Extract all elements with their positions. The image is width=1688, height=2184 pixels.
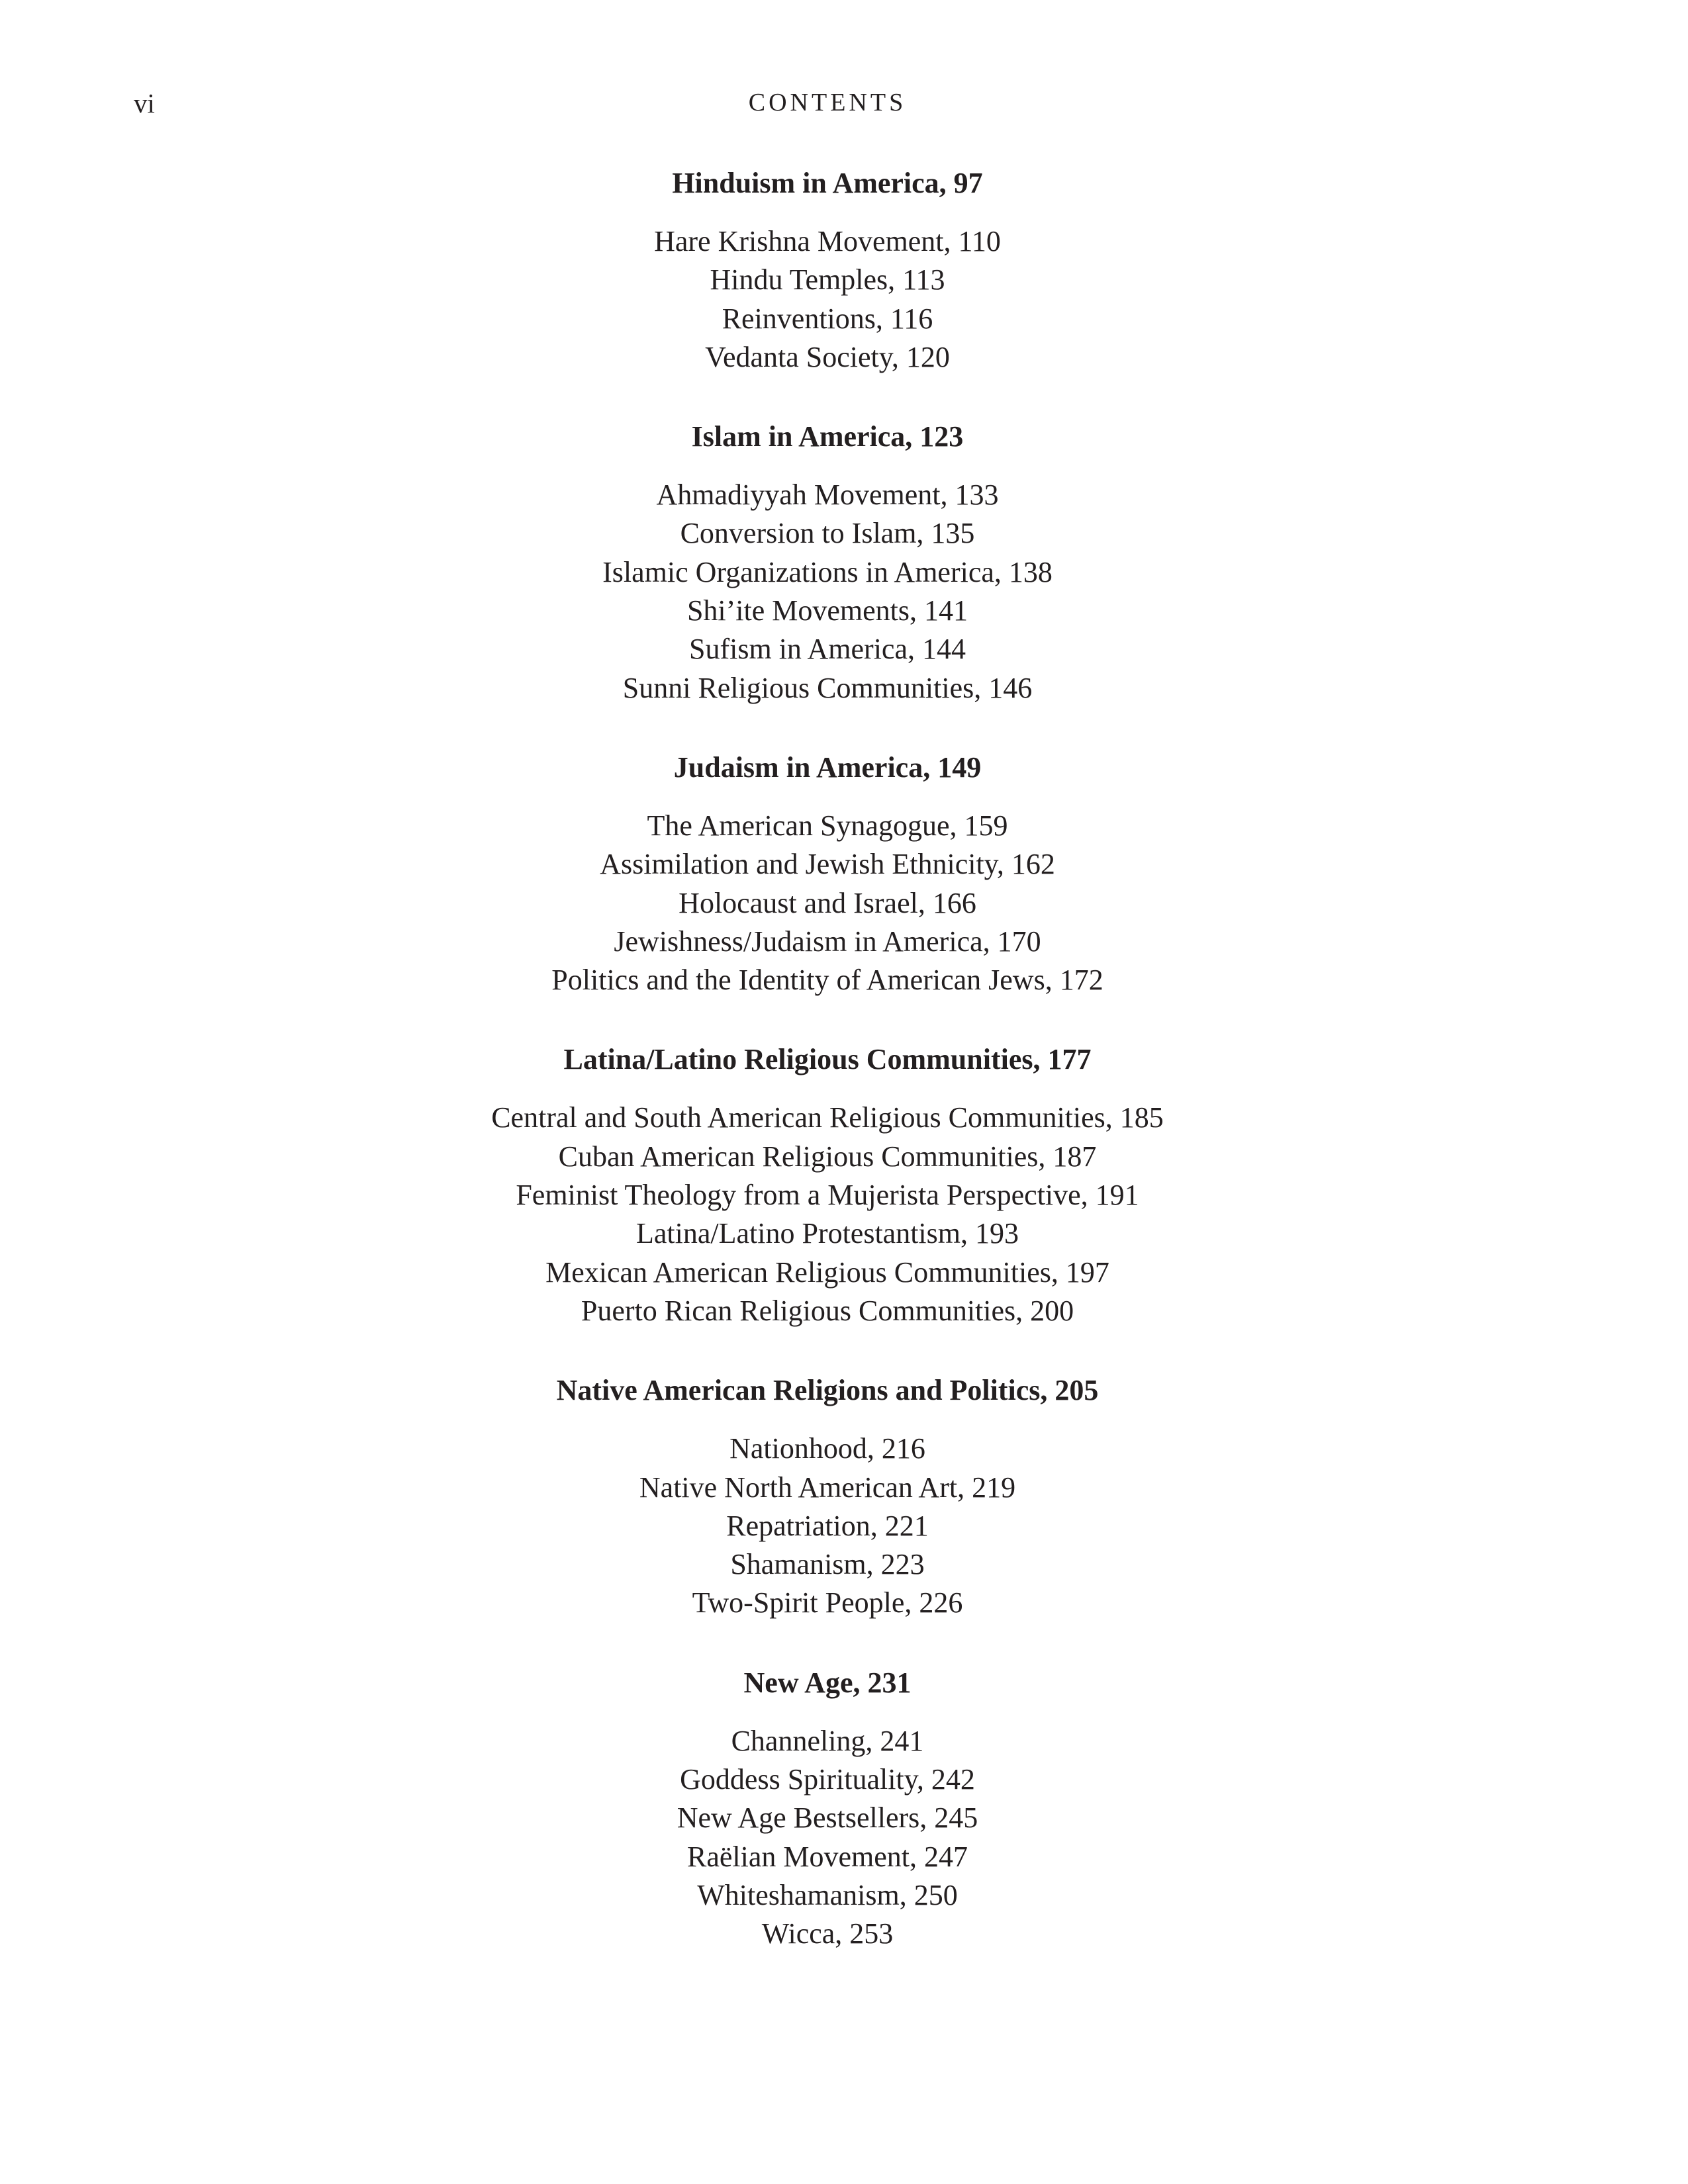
- toc-entry[interactable]: Vedanta Society, 120: [705, 340, 950, 373]
- toc-entry[interactable]: Cuban American Religious Communities, 187: [558, 1140, 1097, 1173]
- section-title[interactable]: Islam in America, 123: [691, 420, 964, 453]
- toc-entry[interactable]: Ahmadiyyah Movement, 133: [656, 478, 999, 512]
- section-title[interactable]: Latina/Latino Religious Communities, 177: [563, 1043, 1092, 1076]
- toc-entry[interactable]: Goddess Spirituality, 242: [680, 1763, 975, 1796]
- toc-section-hinduism: [0, 164, 1655, 377]
- toc-entry[interactable]: Holocaust and Israel, 166: [679, 886, 976, 919]
- toc-section-islam: [0, 418, 1655, 707]
- toc-entry[interactable]: Hindu Temples, 113: [710, 263, 945, 296]
- toc-section-latino: [0, 1040, 1655, 1330]
- toc-entry[interactable]: Central and South American Religious Communities, 185: [491, 1101, 1164, 1134]
- toc-entry[interactable]: Feminist Theology from a Mujerista Perspective, 191: [516, 1179, 1139, 1212]
- toc-entry[interactable]: Conversion to Islam, 135: [680, 517, 975, 550]
- toc-entry[interactable]: New Age Bestsellers, 245: [677, 1801, 978, 1835]
- section-title[interactable]: Judaism in America, 149: [673, 751, 982, 784]
- toc-entry[interactable]: Shamanism, 223: [730, 1548, 925, 1581]
- toc-entry[interactable]: Latina/Latino Protestantism, 193: [635, 1217, 1019, 1250]
- toc-entry[interactable]: Assimilation and Jewish Ethnicity, 162: [600, 848, 1055, 881]
- toc-entry[interactable]: Puerto Rican Religious Communities, 200: [581, 1294, 1074, 1327]
- toc-entry[interactable]: Sufism in America, 144: [689, 633, 966, 666]
- toc-entry[interactable]: Two-Spirit People, 226: [692, 1586, 963, 1619]
- toc-entry[interactable]: Wicca, 253: [761, 1917, 894, 1950]
- toc-entry[interactable]: Native North American Art, 219: [639, 1471, 1016, 1504]
- toc-entry[interactable]: Sunni Religious Communities, 146: [622, 671, 1033, 704]
- toc-entry[interactable]: Hare Krishna Movement, 110: [654, 225, 1001, 257]
- toc-entry[interactable]: Channeling, 241: [731, 1724, 924, 1757]
- section-title[interactable]: Hinduism in America, 97: [672, 167, 983, 199]
- toc-entry[interactable]: Islamic Organizations in America, 138: [602, 555, 1053, 588]
- section-title[interactable]: New Age, 231: [743, 1666, 912, 1699]
- toc-entry[interactable]: Nationhood, 216: [729, 1432, 925, 1465]
- toc-section-new-age: [0, 1664, 1655, 1954]
- toc-entry[interactable]: Reinventions, 116: [722, 302, 933, 335]
- toc-entry[interactable]: The American Synagogue, 159: [647, 809, 1008, 842]
- toc-section-native-american: [0, 1371, 1655, 1622]
- toc-entry[interactable]: Repatriation, 221: [726, 1509, 929, 1542]
- toc-entry[interactable]: Jewishness/Judaism in America, 170: [614, 925, 1041, 958]
- running-head: CONTENTS: [748, 89, 907, 116]
- page-number: vi: [134, 88, 155, 118]
- table-of-contents: [0, 164, 1655, 1995]
- section-title[interactable]: Native American Religions and Politics, 205: [556, 1374, 1099, 1407]
- toc-entry[interactable]: Shi’ite Movements, 141: [686, 594, 968, 627]
- toc-section-judaism: [0, 749, 1655, 999]
- toc-entry[interactable]: Politics and the Identity of American Jews, 172: [551, 964, 1103, 997]
- toc-entry[interactable]: Mexican American Religious Communities, 197: [545, 1255, 1109, 1289]
- toc-entry[interactable]: Whiteshamanism, 250: [697, 1878, 958, 1911]
- toc-entry[interactable]: Raëlian Movement, 247: [686, 1840, 968, 1873]
